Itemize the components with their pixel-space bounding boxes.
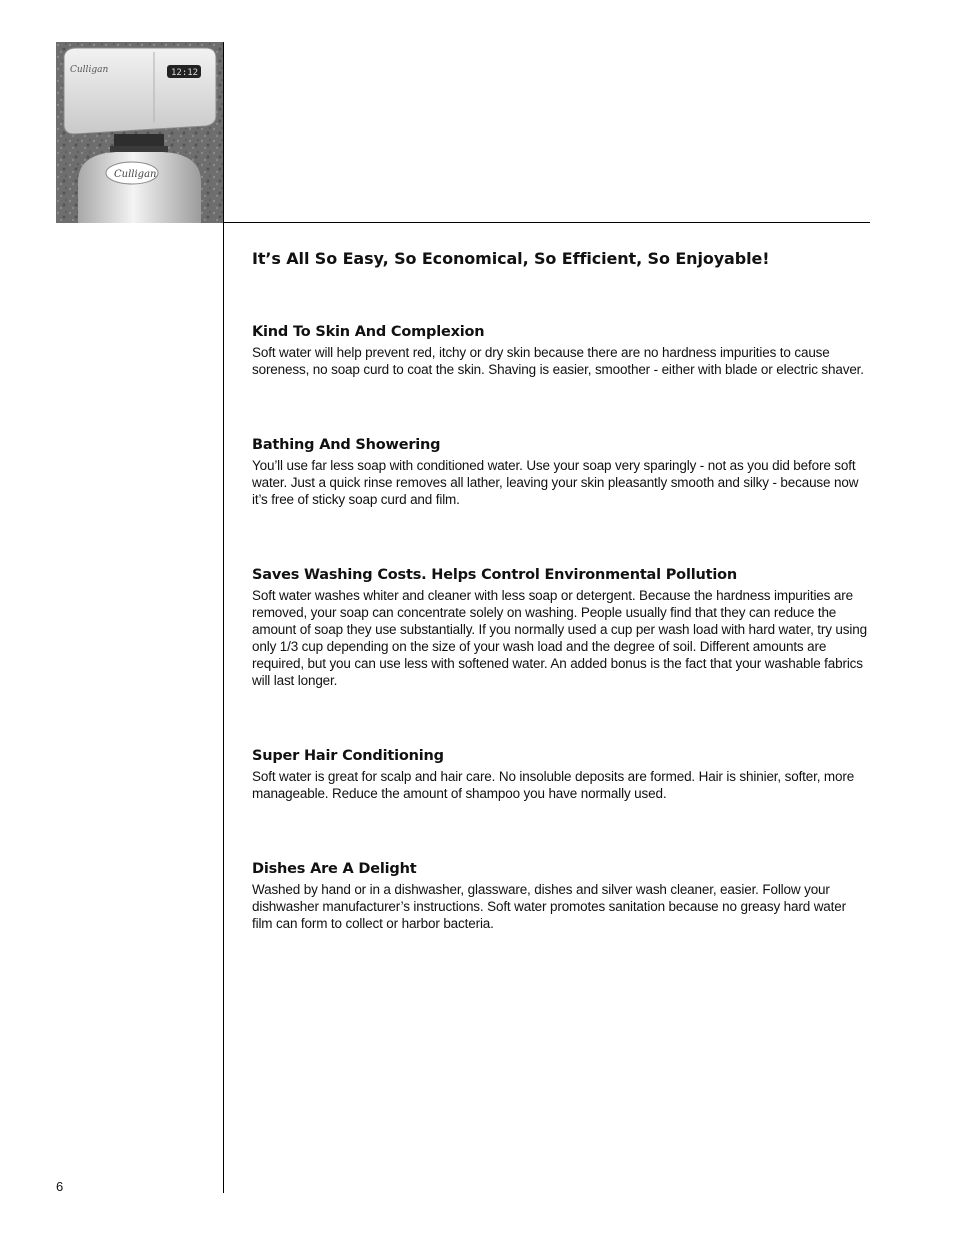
product-photo [56,42,223,223]
vertical-divider [223,42,224,1193]
section-washing [252,564,868,689]
page-number: 6 [56,1179,64,1194]
housing-brand-text: Culligan [70,65,109,75]
section-hair [252,745,868,802]
section-bathing [252,434,868,508]
section-heading: Saves Washing Costs. Helps Control Environmental Pollution [252,567,737,583]
section-skin [252,321,868,378]
section-dishes [252,858,868,932]
section-heading: Super Hair Conditioning [252,748,444,764]
tank-brand-text: Culligan [114,169,157,180]
main-content [252,248,868,988]
page-title: It’s All So Easy, So Economical, So Efficient, So Enjoyable! [252,249,770,268]
section-heading: Bathing And Showering [252,437,441,453]
horizontal-divider [223,222,870,223]
section-body: Washed by hand or in a dishwasher, glassware, dishes and silver wash cleaner, easier. Follow your dishwasher manufacturer’s instructions. Soft water promotes sanitation because no greasy hard water film can form to collect or harbor bacteria. [252,882,846,931]
section-heading: Dishes Are A Delight [252,861,417,877]
section-body: Soft water washes whiter and cleaner with less soap or detergent. Because the hardness impurities are removed, your soap can concentrate solely on washing. People usually find that they can reduce the amount of soap they use substantially. If you normally used a cup per wash load with hard water, try using only 1/3 cup depending on the size of your wash load and the degree of soil. Different amounts are required, but you can use less with softened water. An added bonus is the fact that your washable fabrics will last longer. [252,588,867,688]
section-body: Soft water is great for scalp and hair care. No insoluble deposits are formed. Hair is shinier, softer, more manageable. Reduce the amount of shampoo you have normally used. [252,769,855,801]
section-body: You’ll use far less soap with conditioned water. Use your soap very sparingly - not as you did before soft water. Just a quick rinse removes all lather, leaving your skin pleasantly smooth and silky - because now it’s free of sticky soap curd and film. [252,458,859,507]
section-heading: Kind To Skin And Complexion [252,324,485,340]
section-body: Soft water will help prevent red, itchy or dry skin because there are no hardness impurities to cause soreness, no soap curd to coat the skin. Shaving is easier, smoother - either with blade or electric shaver. [252,345,864,377]
display-readout: 12:12 [171,68,199,78]
